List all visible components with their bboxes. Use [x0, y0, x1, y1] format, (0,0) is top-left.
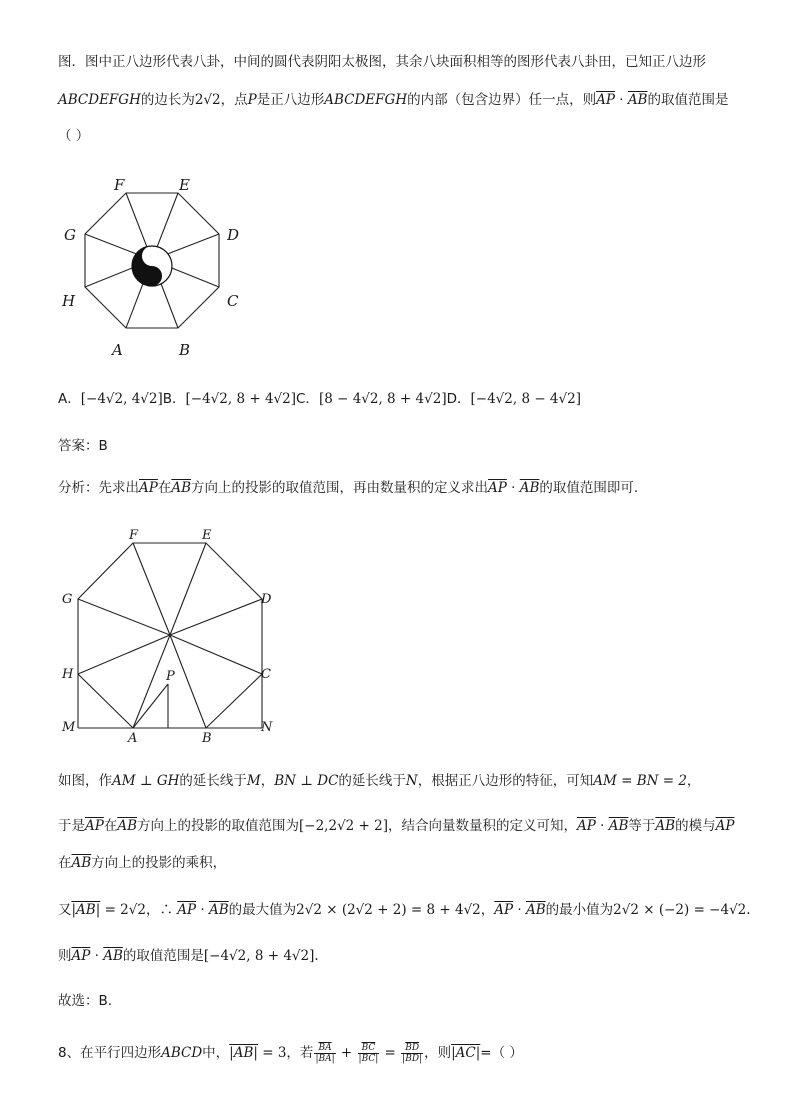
vector-ap: $\overline{AP}$: [488, 480, 507, 496]
side-length: 2√2: [194, 92, 221, 108]
label-c: C: [227, 292, 239, 310]
solution-text: ，: [260, 773, 275, 789]
vector-ac-magnitude: |AC|: [451, 1045, 481, 1061]
question-8: [58, 1040, 523, 1066]
solution-text: 等于: [628, 818, 656, 834]
vector-ap: $\overline{AP}$: [715, 818, 735, 834]
answer-blank: =（ ）: [480, 1045, 523, 1061]
intro-line-3: [58, 126, 89, 146]
dot-operator: ·: [196, 902, 209, 918]
solution-line-3: [58, 853, 226, 873]
label-f: F: [129, 528, 139, 543]
solution-text: 于是: [58, 818, 85, 834]
solution-text: 则: [58, 948, 72, 964]
solution-line-6: [58, 991, 112, 1011]
vector-ap: $\overline{AP}$: [85, 818, 104, 834]
point-p: P: [247, 92, 257, 108]
label-b: B: [202, 731, 212, 744]
octagon-name: ABCDEFGH: [58, 92, 141, 108]
octagon-name: ABCDEFGH: [324, 92, 408, 108]
fraction-denominator: |BC|: [358, 1053, 379, 1064]
label-d: D: [261, 592, 272, 607]
math-expression: 2√2 × (2√2 + 2) = 8 + 4√2: [296, 902, 481, 918]
fraction-ba: [314, 1043, 335, 1064]
label-g: G: [62, 592, 73, 607]
construction-figure: [56, 524, 286, 744]
point-m: M: [246, 773, 261, 789]
math-expression: = 2√2，∴: [100, 902, 178, 918]
intro-text: 的取值范围是: [647, 92, 729, 108]
solution-line-4: [58, 900, 751, 920]
vector-ab: $\overline{AB}$: [519, 480, 540, 496]
fraction-denominator: |BD|: [402, 1053, 423, 1064]
label-m: M: [62, 720, 76, 735]
question-text: 中，: [202, 1045, 230, 1061]
vector-ap: $\overline{AP}$: [577, 818, 596, 834]
label-f: F: [114, 176, 125, 194]
vector-ab: $\overline{AB}$: [117, 818, 138, 834]
dot-operator: ·: [506, 480, 520, 496]
vector-ap: $\overline{AP}$: [596, 92, 615, 108]
option-a-label: A．: [58, 391, 81, 407]
intro-text-1: 图．图中正八边形代表八卦，中间的圆代表阴阳太极图，其余八块面积相等的图形代表八卦田，已知正八边形: [58, 54, 706, 70]
question-text: ，则: [424, 1045, 452, 1061]
solution-text: 又: [58, 902, 72, 918]
fraction-numerator: $\overline{BC}$: [358, 1043, 380, 1054]
option-d-label: D．: [446, 391, 471, 407]
dot-operator: ·: [90, 948, 104, 964]
math-expression: 2√2 × (−2) = −4√2.: [613, 902, 751, 918]
solution-text: 在: [58, 855, 72, 871]
fraction-numerator: $\overline{BA}$: [314, 1043, 335, 1054]
plus-operator: +: [336, 1045, 357, 1061]
fraction-bc: [358, 1043, 380, 1064]
solution-line-5: [58, 946, 319, 966]
vector-ab: $\overline{AB}$: [71, 855, 92, 871]
label-e: E: [179, 176, 190, 194]
option-a-value: [−4√2, 4√2]: [80, 391, 163, 407]
parallelogram-name: ABCD: [161, 1045, 203, 1061]
solution-text: 的模与: [675, 818, 716, 834]
solution-text: 方向上的投影的取值范围为: [137, 818, 300, 834]
vector-ap: $\overline{AP}$: [71, 948, 91, 964]
vector-ab: $\overline{AB}$: [171, 480, 192, 496]
intro-text: 是正八边形: [256, 92, 325, 108]
vector-ab: $\overline{AB}$: [627, 92, 648, 108]
label-h: H: [62, 292, 76, 310]
label-h: H: [62, 667, 74, 682]
solution-text: 的最小值为: [545, 902, 614, 918]
yin-yang-icon: [132, 246, 172, 286]
math-expression: BN ⊥ DC: [274, 773, 339, 789]
solution-text: 的取值范围是: [122, 948, 204, 964]
solution-text: ，: [480, 902, 495, 918]
dot-operator: ·: [614, 92, 628, 108]
intro-text: 的边长为: [140, 92, 195, 108]
vector-ap: $\overline{AP}$: [139, 480, 158, 496]
answer-text: 答案：B: [58, 438, 108, 454]
label-b: B: [179, 341, 191, 359]
label-c: C: [261, 667, 271, 682]
intro-line-1: [58, 52, 706, 72]
solution-text: 的最大值为: [228, 902, 297, 918]
label-a: A: [128, 731, 138, 744]
option-b-label: B．: [162, 391, 186, 407]
conclusion-text: 故选：B.: [58, 993, 113, 1009]
math-expression: [−4√2, 8 + 4√2].: [203, 948, 319, 964]
octagon-figure: [56, 172, 256, 362]
analysis-text: 的取值范围即可.: [539, 480, 639, 496]
vector-ab-magnitude: |AB|: [229, 1045, 258, 1061]
solution-text: 的延长线于: [338, 773, 406, 789]
option-b-value: [−4√2, 8 + 4√2]: [185, 391, 296, 407]
intro-text: ，点: [220, 92, 248, 108]
label-d: D: [227, 226, 240, 244]
solution-text: 方向上的投影的乘积，: [91, 855, 227, 871]
options-line: [58, 389, 581, 409]
solution-line-2: [58, 816, 734, 836]
solution-text: ，: [686, 773, 701, 789]
vector-ab: $\overline{AB}$: [103, 948, 123, 964]
vector-ab: $\overline{AB}$: [655, 818, 676, 834]
segment-ap: [133, 684, 168, 728]
solution-text: 如图，作: [58, 773, 112, 789]
fraction-bd: [401, 1043, 423, 1064]
analysis-text: 方向上的投影的取值范围，再由数量积的定义求出: [191, 480, 489, 496]
label-e: E: [202, 528, 212, 543]
analysis-text: 分析：先求出: [58, 480, 139, 496]
fraction-denominator: |BA|: [315, 1053, 335, 1064]
question-text: 8、在平行四边形: [58, 1045, 162, 1061]
solution-text: 在: [103, 818, 118, 834]
solution-text: 的延长线于: [179, 773, 247, 789]
vector-ap: $\overline{AP}$: [494, 902, 514, 918]
math-expression: = 3，若: [257, 1045, 314, 1061]
label-a: A: [112, 341, 123, 359]
option-c-value: [8 − 4√2, 8 + 4√2]: [318, 391, 447, 407]
intro-text: 的内部（包含边界）任一点，则: [407, 92, 597, 108]
solution-line-1: [58, 771, 700, 791]
vector-ab-magnitude: |AB|: [71, 902, 101, 918]
vector-ab: $\overline{AB}$: [608, 818, 629, 834]
vector-ab: $\overline{AB}$: [208, 902, 229, 918]
label-p: P: [166, 669, 175, 684]
fraction-numerator: $\overline{BD}$: [401, 1043, 423, 1054]
dot-operator: ·: [513, 902, 526, 918]
option-d-value: [−4√2, 8 − 4√2]: [470, 391, 581, 407]
math-expression: [−2,2√2 + 2]: [299, 818, 389, 834]
math-expression: AM ⊥ GH: [112, 773, 180, 789]
analysis-line: [58, 478, 638, 498]
equals-operator: =: [380, 1045, 401, 1061]
vector-ap: $\overline{AP}$: [177, 902, 197, 918]
analysis-text: 在: [157, 480, 172, 496]
answer-blank: （ ）: [58, 128, 90, 144]
label-g: G: [64, 226, 76, 244]
solution-text: ，根据正八边形的特征，可知: [417, 773, 594, 789]
dot-operator: ·: [595, 818, 609, 834]
label-n: N: [261, 720, 273, 735]
vector-ab: $\overline{AB}$: [526, 902, 546, 918]
point-n: N: [405, 773, 418, 789]
intro-line-2: [58, 90, 728, 110]
answer-line: [58, 436, 108, 456]
option-c-label: C．: [296, 391, 319, 407]
solution-text: ，结合向量数量积的定义可知，: [388, 818, 578, 834]
math-expression: AM = BN = 2: [593, 773, 687, 789]
